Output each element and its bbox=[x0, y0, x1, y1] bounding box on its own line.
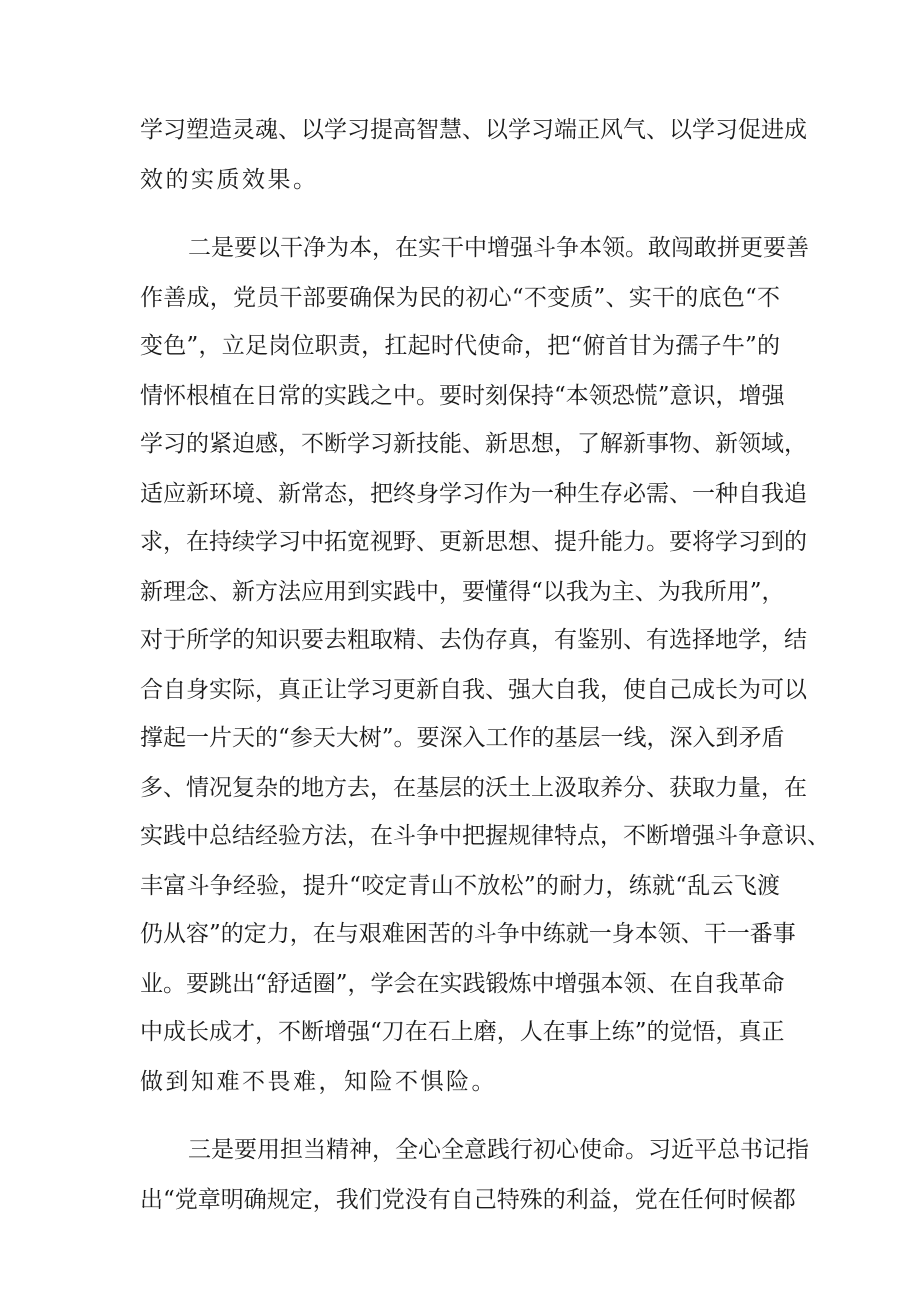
paragraph-line: 中成长成才，不断增强“刀在石上磨，人在事上练”的觉悟，真正 bbox=[140, 1019, 785, 1045]
paragraph-line: 三是要用担当精神，全心全意践行初心使命。习近平总书记指 bbox=[188, 1137, 809, 1163]
paragraph-line: 变色”，立足岗位职责，扛起时代使命，把“俯首甘为孺子牛”的 bbox=[140, 333, 780, 359]
paragraph-line: 多、情况复杂的地方去，在基层的沃土上汲取养分、获取力量，在 bbox=[140, 775, 807, 801]
paragraph-line: 出“党章明确规定，我们党没有自己特殊的利益，党在任何时候都 bbox=[140, 1187, 796, 1213]
paragraph-line: 适应新环境、新常态，把终身学习作为一种生存必需、一种自我追 bbox=[140, 481, 807, 507]
paragraph-line: 仍从容”的定力，在与艰难困苦的斗争中练就一身本领、干一番事 bbox=[140, 921, 796, 947]
paragraph-line: 实践中总结经验方法，在斗争中把握规律特点，不断增强斗争意识、 bbox=[140, 823, 830, 849]
paragraph-line: 新理念、新方法应用到实践中，要懂得“以我为主、为我所用”， bbox=[140, 579, 785, 605]
paragraph-line: 丰富斗争经验，提升“咬定青山不放松”的耐力，练就“乱云飞渡 bbox=[140, 873, 780, 899]
paragraph-line: 学习塑造灵魂、以学习提高智慧、以学习端正风气、以学习促进成 bbox=[140, 117, 807, 143]
paragraph-line: 对于所学的知识要去粗取精、去伪存真，有鉴别、有选择地学，结 bbox=[140, 627, 807, 653]
paragraph-line: 学习的紧迫感，不断学习新技能、新思想，了解新事物、新领域， bbox=[140, 431, 807, 457]
paragraph-line: 求，在持续学习中拓宽视野、更新思想、提升能力。要将学习到的 bbox=[140, 529, 807, 555]
paragraph-line: 撑起一片天的“参天大树”。要深入工作的基层一线，深入到矛盾 bbox=[140, 725, 785, 751]
paragraph-line: 效的实质效果。 bbox=[140, 167, 319, 193]
paragraph-line: 业。要跳出“舒适圈”，学会在实践锻炼中增强本领、在自我革命 bbox=[140, 971, 785, 997]
paragraph-line: 作善成，党员干部要确保为民的初心“不变质”、实干的底色“不 bbox=[140, 285, 780, 311]
paragraph-line: 情怀根植在日常的实践之中。要时刻保持“本领恐慌”意识，增强 bbox=[140, 383, 785, 409]
paragraph-line: 做到知难不畏难，知险不惧险。 bbox=[140, 1069, 497, 1095]
paragraph-line: 二是要以干净为本，在实干中增强斗争本领。敢闯敢拼更要善 bbox=[188, 235, 809, 261]
paragraph-line: 合自身实际，真正让学习更新自我、强大自我，使自己成长为可以 bbox=[140, 677, 807, 703]
